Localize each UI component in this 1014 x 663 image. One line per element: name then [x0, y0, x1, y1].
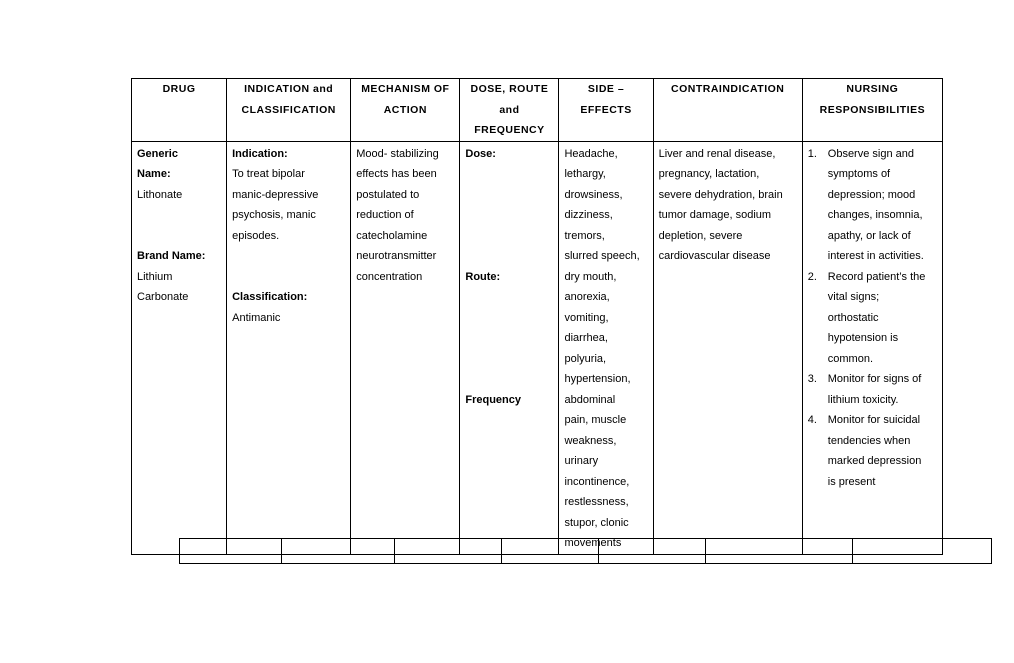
side-effect-text: Headache, — [564, 147, 618, 160]
nursing-list — [808, 144, 942, 493]
header-indication-classification: INDICATION and CLASSIFICATION — [227, 79, 351, 142]
header-side-effects: SIDE – EFFECTS — [559, 79, 653, 142]
nursing-item-number: 2. — [807, 270, 817, 283]
nursing-item-number: 3. — [807, 373, 817, 385]
nursing-item — [808, 267, 942, 370]
side-effect-text: dry mouth, — [564, 270, 617, 283]
side-effect-text: anorexia, — [564, 291, 610, 303]
cell-dose-route-frequency — [460, 141, 559, 554]
side-effect-text: dizziness, — [564, 209, 613, 221]
indication-label: Indication: — [232, 147, 288, 160]
nursing-item-number: 1. — [807, 147, 817, 160]
cell-nursing-responsibilities — [802, 141, 942, 554]
nursing-item-text: symptoms of — [827, 168, 891, 180]
empty-cell — [180, 539, 282, 564]
side-effect-text: polyuria, — [564, 352, 607, 365]
mechanism-text: reduction of — [356, 209, 414, 221]
nursing-item-number: 4. — [807, 414, 817, 426]
side-effect-text: urinary — [564, 455, 599, 467]
nursing-item-text: Monitor for suicidal — [827, 414, 921, 426]
brand-name-label: Brand Name: — [137, 250, 206, 262]
side-effect-text: drowsiness, — [564, 188, 623, 201]
side-effect-text: vomiting, — [564, 311, 609, 324]
side-effect-text: hypertension, — [564, 373, 631, 385]
cell-contraindication — [653, 141, 802, 554]
empty-cell — [599, 539, 706, 564]
nursing-item — [808, 410, 942, 492]
side-effect-text: pain, muscle — [564, 414, 627, 426]
mechanism-text: concentration — [356, 270, 423, 283]
nursing-item-text: marked depression — [827, 455, 922, 467]
side-effect-text: stupor, clonic — [564, 516, 629, 529]
nursing-item-text: lithium toxicity. — [827, 393, 899, 406]
route-label: Route: — [465, 270, 501, 283]
cell-drug — [132, 141, 227, 554]
side-effect-text: restlessness, — [564, 496, 629, 508]
header-dose-route-frequency: DOSE, ROUTE and FREQUENCY — [460, 79, 559, 142]
nursing-item-text: common. — [827, 352, 874, 365]
contraindication-text: Liver and renal disease, — [658, 147, 776, 160]
contraindication-text: pregnancy, lactation, — [658, 168, 760, 180]
mechanism-text: catecholamine — [356, 229, 428, 242]
mechanism-text: effects has been — [356, 168, 437, 180]
header-nursing-responsibilities: NURSING RESPONSIBILITIES — [802, 79, 942, 142]
contraindication-text: depletion, severe — [658, 229, 743, 242]
contraindication-text: severe dehydration, brain — [658, 188, 783, 201]
indication-text: psychosis, manic — [232, 209, 316, 221]
nursing-item — [808, 369, 942, 410]
contraindication-text: tumor damage, sodium — [658, 209, 772, 221]
indication-text: manic-depressive — [232, 188, 319, 201]
generic-name-label-cont: Name: — [137, 168, 171, 180]
nursing-item-text: orthostatic — [827, 311, 879, 324]
empty-row — [180, 539, 992, 564]
header-row — [132, 79, 943, 142]
drug-row — [132, 141, 943, 554]
empty-cell — [706, 539, 853, 564]
nursing-item — [808, 144, 942, 267]
classification-label: Classification: — [232, 291, 308, 303]
nursing-item-text: vital signs; — [827, 291, 880, 303]
side-effect-text: slurred speech, — [564, 250, 640, 262]
side-effect-text: lethargy, — [564, 168, 606, 180]
side-effect-text: incontinence, — [564, 475, 630, 488]
cell-indication-classification — [227, 141, 351, 554]
empty-row-table — [179, 538, 992, 564]
empty-cell — [282, 539, 395, 564]
mechanism-text: Mood- stabilizing — [356, 147, 439, 160]
nursing-item-text: Record patient’s the — [827, 270, 926, 283]
cell-side-effects — [559, 141, 653, 554]
indication-text: episodes. — [232, 229, 280, 242]
nursing-item-text: is present — [827, 475, 876, 488]
side-effect-text: movements — [564, 537, 622, 549]
mechanism-text: neurotransmitter — [356, 250, 437, 262]
nursing-item-text: depression; mood — [827, 188, 916, 201]
nursing-item-text: tendencies when — [827, 434, 911, 447]
empty-cell — [853, 539, 992, 564]
nursing-item-text: hypotension is — [827, 332, 899, 344]
side-effect-text: diarrhea, — [564, 332, 608, 344]
header-contraindication: CONTRAINDICATION — [653, 79, 802, 142]
frequency-label: Frequency — [465, 393, 522, 406]
header-mechanism-of-action: MECHANISM OF ACTION — [351, 79, 460, 142]
empty-cell — [502, 539, 599, 564]
classification-value: Antimanic — [232, 311, 281, 324]
generic-name-value: Lithonate — [137, 188, 183, 201]
cell-mechanism — [351, 141, 460, 554]
side-effect-text: weakness, — [564, 434, 617, 447]
generic-name-label: Generic — [137, 147, 178, 160]
nursing-item-text: changes, insomnia, — [827, 209, 923, 221]
drug-study-table — [131, 78, 943, 555]
brand-name-value: Lithium — [137, 270, 173, 283]
side-effect-text: abdominal — [564, 393, 616, 406]
side-effect-text: tremors, — [564, 229, 605, 242]
nursing-item-text: interest in activities. — [827, 250, 924, 262]
mechanism-text: postulated to — [356, 188, 420, 201]
brand-name-value-cont: Carbonate — [137, 291, 189, 303]
header-drug: DRUG — [132, 79, 227, 142]
dose-label: Dose: — [465, 147, 496, 160]
nursing-item-text: apathy, or lack of — [827, 229, 911, 242]
contraindication-text: cardiovascular disease — [658, 250, 771, 262]
nursing-item-text: Observe sign and — [827, 147, 914, 160]
nursing-item-text: Monitor for signs of — [827, 373, 922, 385]
indication-text: To treat bipolar — [232, 168, 305, 180]
empty-cell — [395, 539, 502, 564]
